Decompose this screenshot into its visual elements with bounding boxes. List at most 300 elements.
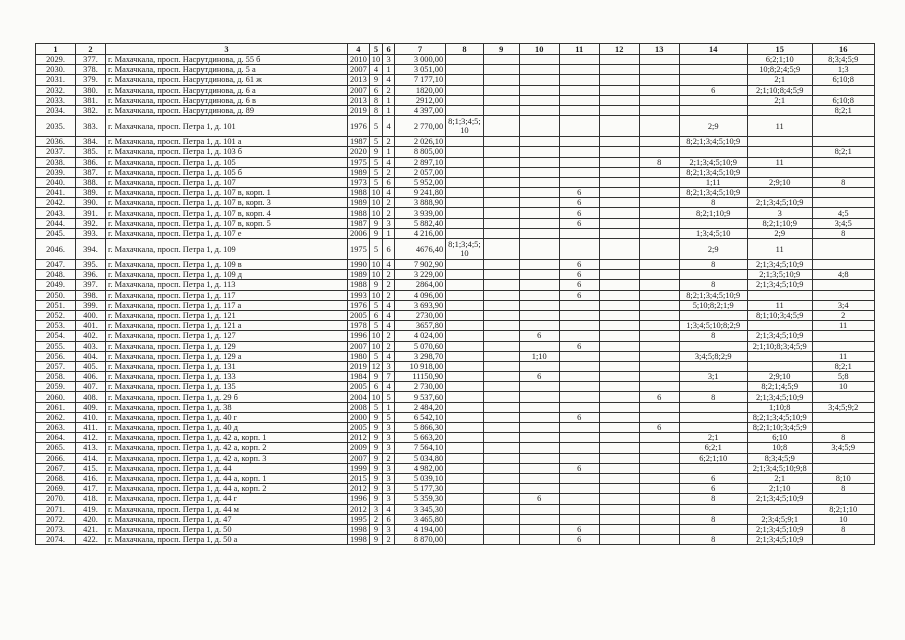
table-cell: 2;1 (747, 95, 812, 105)
table-cell: 6;2;1 (679, 443, 747, 453)
table-cell (747, 137, 812, 147)
table-row (36, 504, 875, 514)
table-cell (446, 423, 484, 433)
table-cell (559, 484, 599, 494)
table-cell: 2;1;10;8;3;4;5;9 (747, 341, 812, 351)
table-cell: 417. (76, 484, 106, 494)
table-cell: 6 (369, 382, 382, 392)
table-cell (812, 423, 874, 433)
table-cell: г. Махачкала, просп. Петра 1, д. 107 е (106, 228, 348, 238)
table-cell: 2074. (36, 535, 76, 545)
table-cell: г. Махачкала, просп. Петра 1, д. 44 г (106, 494, 348, 504)
table-cell: 1975 (348, 157, 370, 167)
table-cell: 7 177,10 (395, 75, 446, 85)
table-cell: 2059. (36, 382, 76, 392)
table-cell: 2067. (36, 463, 76, 473)
table-cell (446, 55, 484, 65)
table-cell: 10 (369, 55, 382, 65)
table-cell: 2045. (36, 228, 76, 238)
table-cell: 9 (369, 535, 382, 545)
table-cell: 1988 (348, 280, 370, 290)
table-cell: г. Махачкала, просп. Насрутдинова, д. 6 в (106, 95, 348, 105)
table-cell (519, 270, 559, 280)
table-cell: 2 (383, 341, 395, 351)
table-cell: 6 (679, 473, 747, 483)
table-cell: 1995 (348, 514, 370, 524)
table-cell: 10;8 (747, 443, 812, 453)
table-cell (639, 453, 679, 463)
table-cell (599, 85, 639, 95)
table-cell: 9 (369, 453, 382, 463)
table-cell: 393. (76, 228, 106, 238)
table-cell: 4 982,00 (395, 463, 446, 473)
table-cell: 2 057,00 (395, 167, 446, 177)
table-cell (599, 372, 639, 382)
table-cell (446, 167, 484, 177)
table-cell (599, 494, 639, 504)
table-row (36, 382, 875, 392)
table-cell: г. Махачкала, просп. Насрутдинова, д. 89 (106, 105, 348, 115)
table-cell: г. Махачкала, просп. Петра 1, д. 42 а, корп. 1 (106, 433, 348, 443)
table-cell: 2;1;10;8;4;5;9 (747, 85, 812, 95)
table-cell (483, 85, 519, 95)
table-cell: 11 (747, 300, 812, 310)
table-cell: 2864,00 (395, 280, 446, 290)
table-cell (446, 392, 484, 402)
table-row (36, 443, 875, 453)
table-cell (519, 116, 559, 137)
table-cell: 2004 (348, 392, 370, 402)
table-cell: 2007 (348, 453, 370, 463)
table-cell (519, 412, 559, 422)
table-cell (599, 188, 639, 198)
table-cell: 4 216,00 (395, 228, 446, 238)
table-cell: 380. (76, 85, 106, 95)
table-cell: 416. (76, 473, 106, 483)
table-cell: 11 (747, 239, 812, 260)
table-cell (519, 208, 559, 218)
table-cell (559, 105, 599, 115)
table-cell (747, 167, 812, 177)
table-cell: 6 (519, 494, 559, 504)
table-cell: 2007 (348, 85, 370, 95)
table-cell: 10 (369, 392, 382, 402)
table-cell (483, 463, 519, 473)
table-cell: 8;3;4;5;9 (747, 453, 812, 463)
header-row (36, 44, 875, 55)
table-cell (483, 208, 519, 218)
table-cell (599, 95, 639, 105)
table-cell (519, 524, 559, 534)
table-cell (519, 300, 559, 310)
table-cell: 5 070,60 (395, 341, 446, 351)
table-cell (559, 85, 599, 95)
table-cell (483, 372, 519, 382)
table-cell: 3;4;5 (812, 218, 874, 228)
table-cell (639, 280, 679, 290)
table-cell (559, 321, 599, 331)
table-cell: 8 (679, 198, 747, 208)
table-row (36, 351, 875, 361)
table-cell (679, 218, 747, 228)
table-cell (679, 95, 747, 105)
table-cell: 2033. (36, 95, 76, 105)
table-cell (747, 361, 812, 371)
table-cell: 2015 (348, 473, 370, 483)
table-cell: 2008 (348, 402, 370, 412)
table-cell: 9 537,60 (395, 392, 446, 402)
table-cell: 10 (369, 331, 382, 341)
table-row (36, 137, 875, 147)
table-cell: 1;3 (812, 65, 874, 75)
table-cell: г. Махачкала, просп. Насрутдинова, д. 61 ж (106, 75, 348, 85)
table-cell (446, 65, 484, 75)
table-cell (483, 331, 519, 341)
table-cell (519, 382, 559, 392)
table-cell: 3 345,30 (395, 504, 446, 514)
table-cell (812, 280, 874, 290)
table-cell (599, 75, 639, 85)
table-cell (639, 75, 679, 85)
table-cell: 1 (383, 228, 395, 238)
table-cell: 415. (76, 463, 106, 473)
table-cell (599, 443, 639, 453)
table-cell: 397. (76, 280, 106, 290)
table-cell: 1984 (348, 372, 370, 382)
table-cell: г. Махачкала, просп. Петра 1, д. 121 а (106, 321, 348, 331)
table-cell: 4 (383, 75, 395, 85)
table-cell (599, 280, 639, 290)
table-cell: 2 770,00 (395, 116, 446, 137)
table-cell: г. Махачкала, просп. Петра 1, д. 103 б (106, 147, 348, 157)
table-cell (559, 177, 599, 187)
table-row (36, 423, 875, 433)
table-cell (679, 524, 747, 534)
table-cell: 2 (383, 198, 395, 208)
table-cell (519, 392, 559, 402)
table-cell: г. Махачкала, просп. Петра 1, д. 135 (106, 382, 348, 392)
table-cell: 5 (369, 137, 382, 147)
table-cell: 2020 (348, 147, 370, 157)
table-cell (639, 535, 679, 545)
table-cell (639, 382, 679, 392)
table-cell (639, 310, 679, 320)
table-cell (559, 453, 599, 463)
table-cell: г. Махачкала, просп. Петра 1, д. 105 б (106, 167, 348, 177)
table-row (36, 260, 875, 270)
table-cell: г. Махачкала, просп. Петра 1, д. 109 (106, 239, 348, 260)
table-cell: 2 026,10 (395, 137, 446, 147)
table-cell (519, 473, 559, 483)
table-cell (446, 75, 484, 85)
table-cell: 3;4;5;9;2 (812, 402, 874, 412)
table-cell (519, 218, 559, 228)
table-cell (519, 310, 559, 320)
table-cell (599, 208, 639, 218)
table-cell: 6 (679, 85, 747, 95)
table-cell: 3 229,00 (395, 270, 446, 280)
table-cell: 4;8 (812, 270, 874, 280)
table-cell: 2;9;10 (747, 177, 812, 187)
table-cell (519, 341, 559, 351)
table-cell: 2055. (36, 341, 76, 351)
table-cell: 11150,90 (395, 372, 446, 382)
table-cell: 8;2;1 (812, 147, 874, 157)
table-cell: г. Махачкала, просп. Петра 1, д. 117 (106, 290, 348, 300)
table-cell: 9 (369, 75, 382, 85)
table-cell: 8;1;10;3;4;5;9 (747, 310, 812, 320)
table-row (36, 361, 875, 371)
table-cell (812, 463, 874, 473)
table-cell: 8;2;1;10;3;4;5;9 (747, 423, 812, 433)
table-cell: г. Махачкала, просп. Петра 1, д. 40 г (106, 412, 348, 422)
table-cell: г. Махачкала, просп. Петра 1, д. 107 (106, 177, 348, 187)
table-cell: 8 (679, 392, 747, 402)
table-cell: 394. (76, 239, 106, 260)
table-cell: 1 (383, 147, 395, 157)
table-cell (679, 504, 747, 514)
table-cell: 2;9;10 (747, 372, 812, 382)
table-cell (519, 228, 559, 238)
table-cell (519, 167, 559, 177)
table-cell: 2 730,00 (395, 382, 446, 392)
table-cell: 8 (812, 484, 874, 494)
table-cell: 8 870,00 (395, 535, 446, 545)
table-cell (446, 208, 484, 218)
table-cell: 4;5 (812, 208, 874, 218)
table-cell (639, 341, 679, 351)
table-cell: 3 465,80 (395, 514, 446, 524)
table-cell: 5 (369, 321, 382, 331)
table-row (36, 463, 875, 473)
table-row (36, 65, 875, 75)
table-cell: г. Махачкала, просп. Петра 1, д. 44 (106, 463, 348, 473)
table-cell: 2073. (36, 524, 76, 534)
table-cell: 9 (369, 473, 382, 483)
table-cell (559, 331, 599, 341)
table-cell: 2 (383, 208, 395, 218)
table-cell: 411. (76, 423, 106, 433)
table-cell: 414. (76, 453, 106, 463)
table-cell: 4 (383, 321, 395, 331)
table-cell (446, 157, 484, 167)
table-cell: 2037. (36, 147, 76, 157)
table-cell: 2010 (348, 55, 370, 65)
table-cell (519, 147, 559, 157)
table-cell: г. Махачкала, просп. Петра 1, д. 107 в, корп. 3 (106, 198, 348, 208)
table-cell: 10;8;2;4;5;9 (747, 65, 812, 75)
table-cell: 2 (383, 453, 395, 463)
table-cell (639, 208, 679, 218)
table-cell: 5 663,20 (395, 433, 446, 443)
table-cell (599, 524, 639, 534)
table-row (36, 300, 875, 310)
table-cell (639, 177, 679, 187)
table-cell: 395. (76, 260, 106, 270)
table-cell (679, 463, 747, 473)
table-cell (519, 402, 559, 412)
table-cell: 2;1 (747, 473, 812, 483)
table-cell: 1;3;4;5;10 (679, 228, 747, 238)
table-cell (679, 341, 747, 351)
table-cell (483, 290, 519, 300)
table-cell: 4 194,00 (395, 524, 446, 534)
table-row (36, 116, 875, 137)
table-cell: г. Махачкала, просп. Петра 1, д. 129 (106, 341, 348, 351)
table-cell: 8 (812, 177, 874, 187)
table-cell (599, 341, 639, 351)
table-cell (559, 239, 599, 260)
table-cell: 3 (383, 423, 395, 433)
table-row (36, 321, 875, 331)
table-cell (599, 423, 639, 433)
table-cell (812, 260, 874, 270)
table-cell: 2052. (36, 310, 76, 320)
table-cell (446, 218, 484, 228)
table-cell: 2032. (36, 85, 76, 95)
table-cell (679, 423, 747, 433)
table-cell: 6 (559, 412, 599, 422)
table-cell (679, 105, 747, 115)
table-cell: 8 (812, 228, 874, 238)
table-cell (812, 85, 874, 95)
table-cell: 3 000,00 (395, 55, 446, 65)
table-cell: 3 298,70 (395, 351, 446, 361)
table-cell: 9 (369, 372, 382, 382)
table-cell: 5 866,30 (395, 423, 446, 433)
table-cell: 2072. (36, 514, 76, 524)
table-cell: 10 (369, 290, 382, 300)
table-cell: 1;10;8 (747, 402, 812, 412)
table-cell: 5 359,30 (395, 494, 446, 504)
table-cell: 1980 (348, 351, 370, 361)
table-cell (483, 402, 519, 412)
table-cell (559, 351, 599, 361)
table-cell (519, 321, 559, 331)
table-cell (679, 75, 747, 85)
table-cell: 2012 (348, 433, 370, 443)
table-cell (483, 137, 519, 147)
table-cell (483, 494, 519, 504)
table-cell: 2064. (36, 433, 76, 443)
table-cell: 1978 (348, 321, 370, 331)
table-cell: 398. (76, 290, 106, 300)
table-cell: 2;1;3;5;10;9 (747, 270, 812, 280)
table-cell (812, 239, 874, 260)
table-cell (559, 116, 599, 137)
table-cell: 1987 (348, 137, 370, 147)
table-cell: 1;10 (519, 351, 559, 361)
table-cell (446, 270, 484, 280)
table-cell (559, 75, 599, 85)
table-cell (446, 443, 484, 453)
table-cell: 10 918,00 (395, 361, 446, 371)
table-cell (446, 463, 484, 473)
table-cell (519, 105, 559, 115)
table-row (36, 392, 875, 402)
table-cell: 5 882,40 (395, 218, 446, 228)
table-cell: 2 (383, 280, 395, 290)
table-cell (483, 453, 519, 463)
table-cell (599, 177, 639, 187)
table-cell (483, 116, 519, 137)
table-cell: 2;9 (747, 228, 812, 238)
table-row (36, 402, 875, 412)
table-cell: 3 888,90 (395, 198, 446, 208)
table-cell: 2;1;10 (747, 484, 812, 494)
table-cell: 8;2;1;3;4;5;10;9 (679, 188, 747, 198)
table-cell: 5 (369, 177, 382, 187)
table-cell: 2035. (36, 116, 76, 137)
table-cell (559, 514, 599, 524)
table-cell: 2057. (36, 361, 76, 371)
table-cell: 2 (383, 167, 395, 177)
table-cell: 2 (812, 310, 874, 320)
table-cell: 422. (76, 535, 106, 545)
table-cell (519, 433, 559, 443)
table-cell: 2000 (348, 412, 370, 422)
table-cell: г. Махачкала, просп. Петра 1, д. 42 а, корп. 3 (106, 453, 348, 463)
table-row (36, 310, 875, 320)
table-cell (446, 341, 484, 351)
table-cell (559, 423, 599, 433)
table-cell (519, 75, 559, 85)
table-cell (483, 280, 519, 290)
table-cell: 2036. (36, 137, 76, 147)
table-cell (812, 116, 874, 137)
table-cell (446, 198, 484, 208)
table-cell (639, 55, 679, 65)
table-cell: 389. (76, 188, 106, 198)
table-cell (599, 105, 639, 115)
table-cell: 3 693,90 (395, 300, 446, 310)
table-cell: 6 (559, 208, 599, 218)
table-cell: 3 (383, 443, 395, 453)
table-cell: 396. (76, 270, 106, 280)
table-cell (599, 65, 639, 75)
table-row (36, 341, 875, 351)
table-cell (812, 157, 874, 167)
table-cell (519, 260, 559, 270)
table-cell: 379. (76, 75, 106, 85)
table-cell: 410. (76, 412, 106, 422)
table-cell: 6 (383, 177, 395, 187)
table-cell (483, 260, 519, 270)
table-cell: 8;2;1 (812, 361, 874, 371)
table-cell: 1976 (348, 300, 370, 310)
table-cell: 8 (812, 433, 874, 443)
table-cell: 2049. (36, 280, 76, 290)
table-cell: 3 (383, 55, 395, 65)
table-cell: 9 (369, 412, 382, 422)
table-cell (599, 270, 639, 280)
table-cell: 5 034,80 (395, 453, 446, 463)
table-cell (483, 157, 519, 167)
table-cell: 1989 (348, 270, 370, 280)
table-cell: 2912,00 (395, 95, 446, 105)
table-cell: г. Махачкала, просп. Петра 1, д. 29 б (106, 392, 348, 402)
table-cell: 381. (76, 95, 106, 105)
table-cell: 2043. (36, 208, 76, 218)
table-cell: 418. (76, 494, 106, 504)
table-cell: 2013 (348, 95, 370, 105)
table-cell: 412. (76, 433, 106, 443)
table-cell: 3657,80 (395, 321, 446, 331)
table-cell: 8 (679, 494, 747, 504)
table-cell (639, 484, 679, 494)
table-cell: 2 (383, 137, 395, 147)
table-cell: 2 (383, 331, 395, 341)
